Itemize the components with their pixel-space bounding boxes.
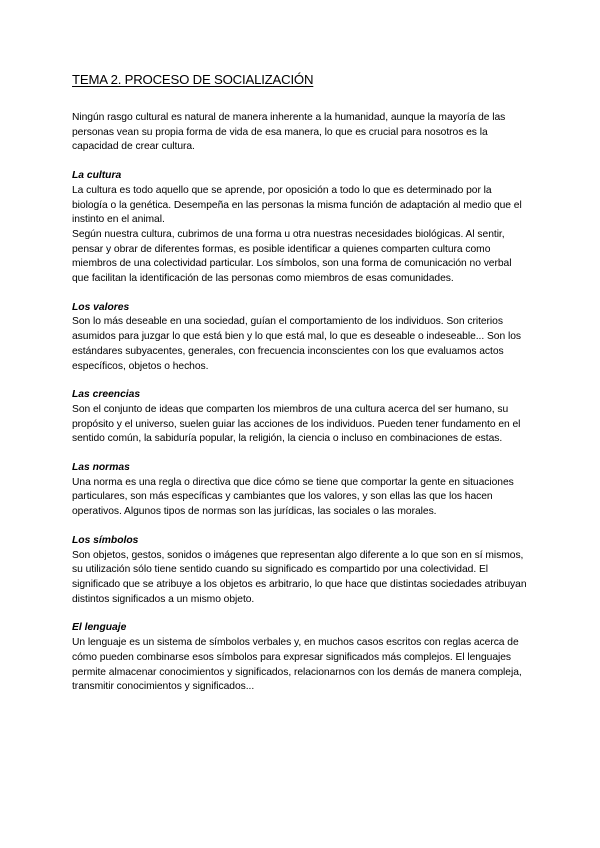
section-paragraph: Un lenguaje es un sistema de símbolos verbales y, en muchos casos escritos con reglas acerca de cómo pueden combinarse esos símbolos para expresar significados más complejos. El lenguajes permite almacenar conocimientos y significados, relacionarnos con los demás de manera compleja, transmitir conocimientos y significados...: [72, 637, 522, 693]
section-heading: Las creencias: [72, 389, 141, 401]
section-las-creencias: [72, 388, 530, 447]
document-page: [72, 71, 530, 709]
section-heading: Los valores: [72, 301, 130, 313]
section-heading: Las normas: [72, 462, 130, 474]
intro-paragraph: Ningún rasgo cultural es natural de manera inherente a la humanidad, aunque la mayoría de las personas vean su propia forma de vida de esa manera, lo que es crucial para nosotros es la capacidad de crear cultura.: [72, 112, 506, 153]
section-el-lenguaje: [72, 621, 530, 695]
section-paragraph: Una norma es una regla o directiva que dice cómo se tiene que comportar la gente en situaciones particulares, son más específicas y cambiantes que los valores, y son ellas las que los hacen operativos. Algunos tipos de normas son las jurídicas, las sociales o las morales.: [72, 476, 514, 518]
section-heading: Los símbolos: [72, 534, 139, 546]
section-paragraph: La cultura es todo aquello que se aprende, por oposición a todo lo que es determinado por la biología o la genética. Desempeña en las personas la misma función de adaptación al medio que el instinto en el animal.: [72, 184, 522, 226]
section-paragraph: Según nuestra cultura, cubrimos de una forma u otra nuestras necesidades biológicas. Al sentir, pensar y obrar de diferentes formas, es posible identificar a quienes comparten cultura como miembros de una colectividad particular. Los símbolos, son una forma de comunicación no verbal que facilitan la identificación de las personas como miembros de esas comunidades.: [72, 228, 512, 285]
document-title: TEMA 2. PROCESO DE SOCIALIZACIÓN: [72, 72, 314, 87]
section-paragraph: Son lo más deseable en una sociedad, guían el comportamiento de los individuos. Son criterios asumidos para juzgar lo que está bien y lo que está mal, lo que es deseable o indeseable... Son los estándares subyacentes, generales, con frecuencia inconscientes con los que evaluamos actos específicos, objetos o hechos.: [72, 316, 521, 372]
section-paragraph: Son objetos, gestos, sonidos o imágenes que representan algo diferente a lo que son en sí mismos, su utilización sólo tiene sentido cuando su significado es compartido por una colectividad. El significado que se atribuye a los objetos es arbitrario, lo que hace que distintas sociedades atribuyan distintos significados a un mismo objeto.: [72, 549, 527, 605]
section-paragraph: Son el conjunto de ideas que comparten los miembros de una cultura acerca del ser humano, su propósito y el universo, suelen guiar las acciones de los individuos. Pueden tener fundamento en el sentido común, la sabiduría popular, la religión, la ciencia o incluso en combinaciones de estas.: [72, 403, 521, 445]
section-heading: La cultura: [72, 170, 122, 182]
section-heading: El lenguaje: [72, 622, 127, 634]
section-la-cultura: [72, 169, 530, 287]
section-los-simbolos: [72, 534, 530, 608]
section-los-valores: [72, 301, 530, 375]
section-las-normas: [72, 461, 530, 520]
